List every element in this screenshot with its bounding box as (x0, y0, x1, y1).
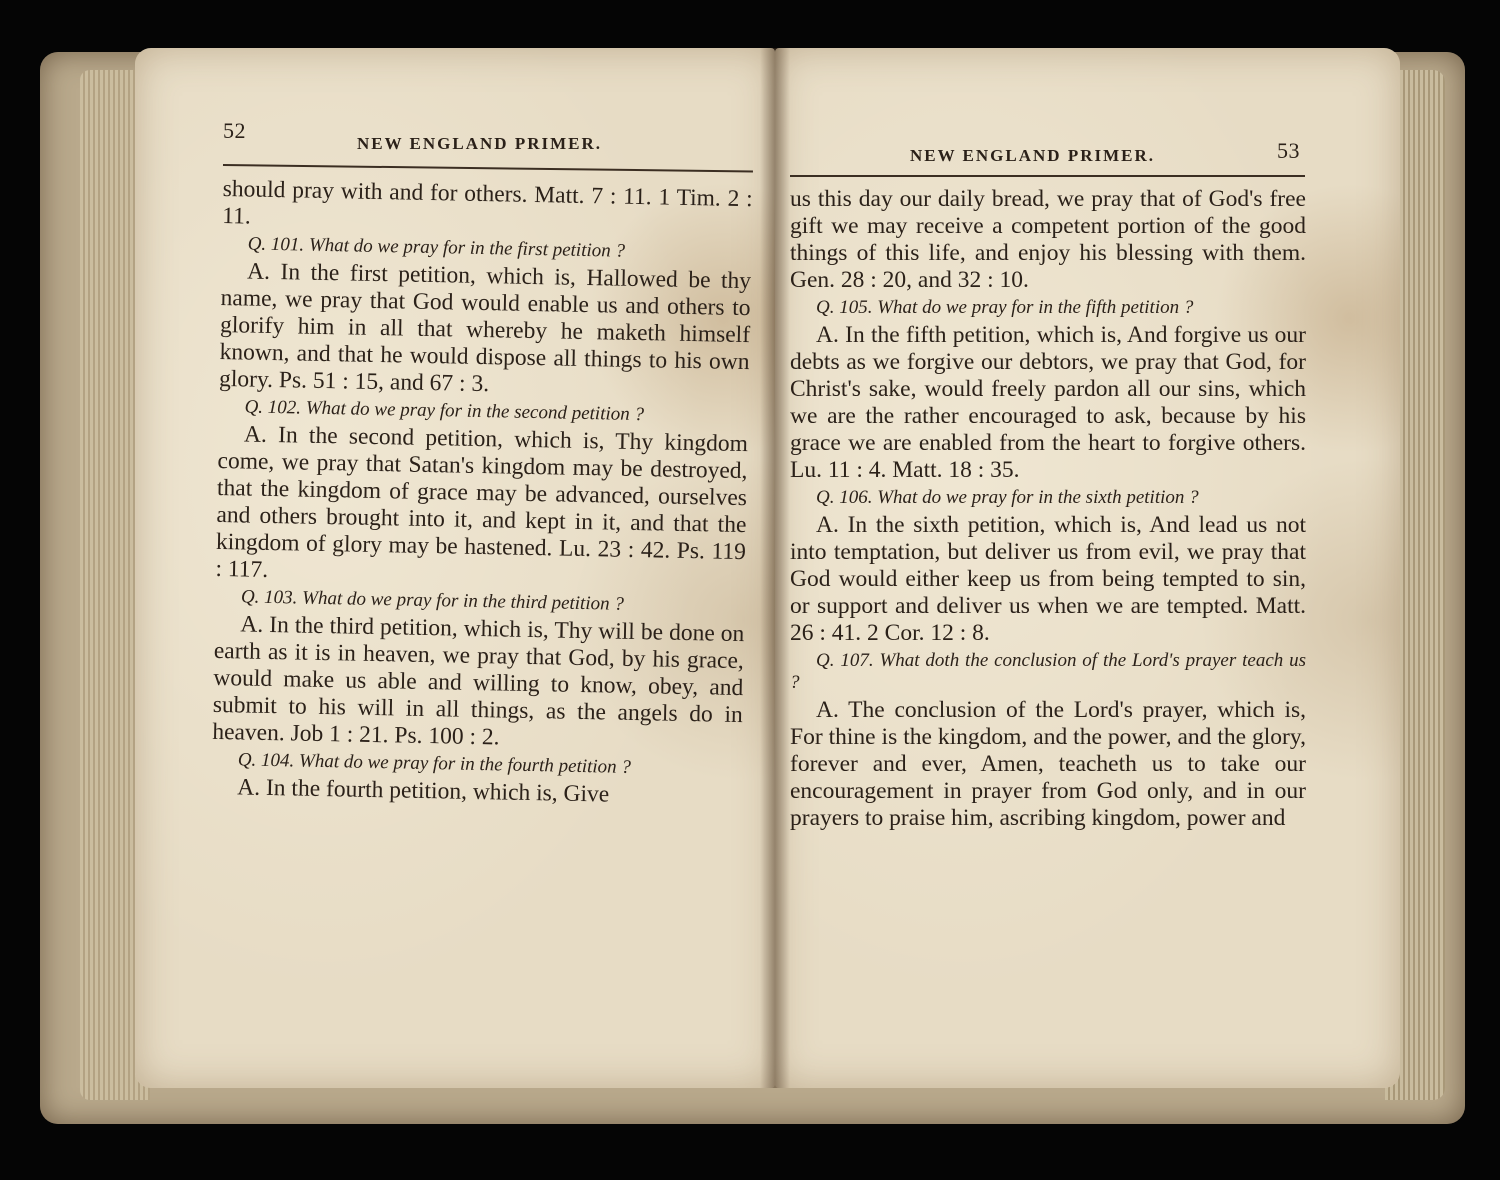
question-text: What do we pray for in the sixth petition ? (877, 487, 1199, 508)
right-page (775, 48, 1400, 1088)
right-question-106 (790, 487, 1306, 509)
right-page-body (790, 186, 1306, 832)
left-answer-104: A. In the fourth petition, which is, Give (237, 774, 610, 808)
left-answer-102: A. In the second petition, which is, Thy kingdom come, we pray that Satan's kingdom may be destroyed, that the kingdom of grace may be advanced, ourselves and others brought into it, and kept in it, and that the kingdom of glory may be hastened. Lu. 23 : 42. Ps. 119 : 117. (215, 421, 749, 583)
right-header-rule (790, 175, 1305, 177)
right-running-head: NEW ENGLAND PRIMER. (910, 146, 1156, 165)
question-text: What do we pray for in the fourth petition ? (298, 750, 632, 778)
left-para-0: should pray with and for others. Matt. 7 : 11. 1 Tim. 2 : 11. (221, 176, 753, 230)
question-number: Q. 101. (247, 233, 305, 256)
question-number: Q. 104. (237, 749, 295, 772)
right-para-0: us this day our daily bread, we pray that of God's free gift we may receive a competent portion of the good things of this life, and enjoy his blessing with them. Gen. 28 : 20, and 32 : 10. (790, 186, 1306, 293)
right-answer-106: A. In the sixth petition, which is, And lead us not into temptation, but deliver us from evil, we pray that God would either keep us from being tempted to sin, or support and deliver us when we are tempted. Matt. 26 : 41. 2 Cor. 12 : 8. (790, 512, 1306, 646)
question-number: Q. 106. (816, 487, 873, 508)
question-number: Q. 105. (816, 297, 873, 318)
question-number: Q. 107. (816, 650, 874, 671)
left-page-number: 52 (223, 118, 246, 143)
right-page-number: 53 (1277, 138, 1300, 163)
question-number: Q. 103. (240, 586, 298, 609)
open-book (40, 30, 1470, 1140)
question-number: Q. 102. (244, 396, 302, 419)
question-text: What do we pray for in the first petition ? (308, 234, 626, 262)
left-header-rule (223, 164, 753, 172)
question-text: What do we pray for in the fifth petition ? (877, 297, 1194, 318)
left-answer-103: A. In the third petition, which is, Thy will be done on earth as it is in heaven, we pray that God, by his grace, would make us able and willing to know, obey, and submit to his will in all things, as the angels do in heaven. Job 1 : 21. Ps. 100 : 2. (212, 611, 745, 751)
right-answer-105: A. In the fifth petition, which is, And forgive us our debts as we forgive our debtors, we pray that God, for Christ's sake, would freely pardon all our sins, which we are the rather encouraged to ask, because by his grace we are enabled from the heart to forgive others. Lu. 11 : 4. Matt. 18 : 35. (790, 322, 1306, 483)
question-text: What doth the conclusion of the Lord's prayer teach us ? (790, 650, 1306, 693)
left-page-body (211, 176, 753, 811)
question-text: What do we pray for in the second petition ? (305, 397, 645, 426)
left-answer-101: A. In the first petition, which is, Hallowed be thy name, we pray that God would enable us and others to glorify him in all that whereby he maketh himself known, and that he would dispose all things to his own glory. Ps. 51 : 15, and 67 : 3. (218, 258, 752, 398)
left-running-head: NEW ENGLAND PRIMER. (357, 134, 603, 153)
right-question-107 (790, 650, 1306, 694)
question-text: What do we pray for in the third petition ? (301, 587, 625, 615)
right-question-105 (790, 297, 1306, 319)
left-page (135, 48, 775, 1088)
right-answer-107: A. The conclusion of the Lord's prayer, which is, For thine is the kingdom, and the power, and the glory, forever and ever, Amen, teacheth us to take our encouragement in prayer from God only, and in our prayers to praise him, ascribing kingdom, power and (790, 697, 1306, 831)
book-gutter (760, 48, 790, 1088)
